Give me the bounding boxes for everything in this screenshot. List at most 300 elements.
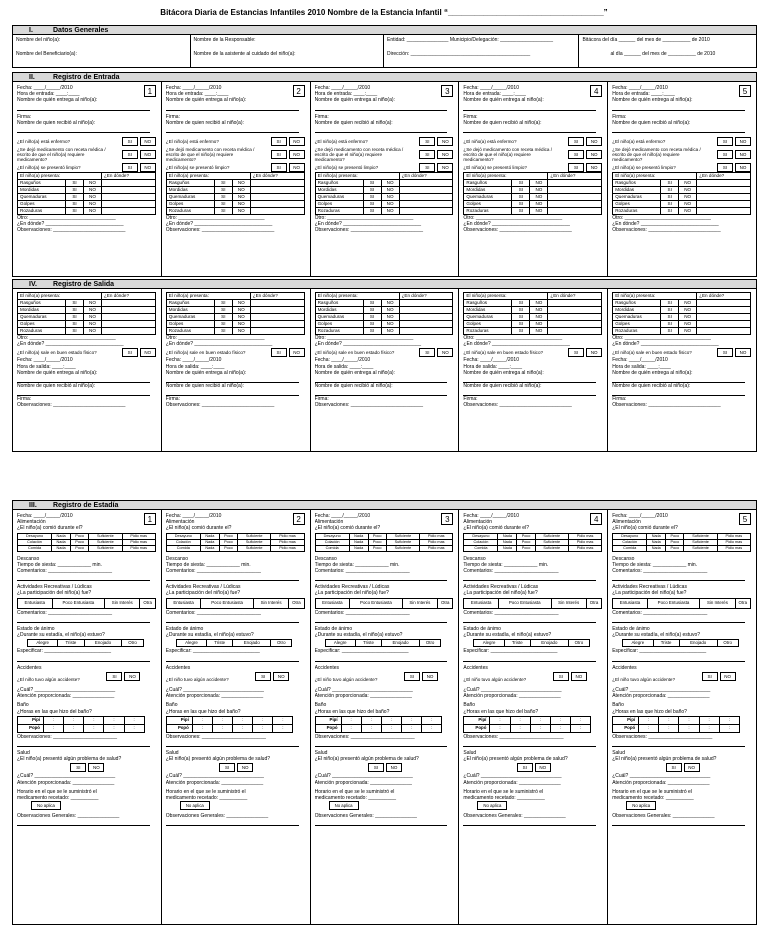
sick-question: ¿El niño(a) está enfermo? SI NO	[17, 137, 156, 146]
mood-options: Alegre Triste Enojado Otro	[473, 639, 590, 647]
general-observations-input[interactable]	[612, 819, 745, 826]
general-observations-input[interactable]	[315, 819, 448, 826]
yes-checkbox[interactable]: SI	[271, 348, 287, 357]
no-checkbox[interactable]: NO	[289, 137, 305, 146]
yes-checkbox[interactable]: SI	[271, 137, 287, 146]
not-applicable-checkbox[interactable]: No aplica	[477, 801, 507, 810]
yes-checkbox[interactable]: SI	[70, 763, 86, 772]
exit-date-field[interactable]: Fecha: ____/_____/2010	[165, 357, 222, 364]
presents-row: Golpes SI NO	[613, 201, 751, 208]
no-checkbox[interactable]: NO	[422, 672, 438, 681]
observations-field[interactable]: Observaciones: __________________________	[17, 402, 126, 409]
observations-field[interactable]: Observaciones: __________________________	[612, 227, 721, 234]
delivered-by-input[interactable]	[612, 104, 745, 111]
other-field[interactable]: Otro: _______________________________	[17, 215, 116, 222]
mood-question: ¿Durante su estadía, el niño(a) estuvo?	[165, 632, 254, 639]
yes-checkbox[interactable]: SI	[122, 348, 138, 357]
accident-question: ¿El niño tuvo algún accidente? SI NO	[463, 672, 602, 687]
exit-card	[162, 289, 311, 452]
general-observations-field[interactable]: Observaciones Generales: _______________	[612, 813, 715, 820]
attention-field[interactable]: Atención proporcionada: _______________	[463, 693, 561, 700]
other-field[interactable]: Otro: _______________________________	[314, 335, 414, 341]
bathroom-label: Baño	[314, 702, 327, 709]
exit-time-field[interactable]: Hora de salida: ____:____	[165, 363, 225, 370]
yes-checkbox[interactable]: SI	[717, 348, 733, 357]
comments-input[interactable]	[17, 574, 150, 581]
yes-checkbox[interactable]: SI	[419, 163, 435, 172]
delivered-by-label: Nombre de quién entrega al niño(a):	[165, 369, 247, 376]
comments-field[interactable]: Comentarios: _______________________	[314, 568, 410, 575]
received-by-input[interactable]	[463, 389, 596, 396]
no-checkbox[interactable]: NO	[735, 137, 751, 146]
exit-time-field[interactable]: Hora de salida: ____:____	[612, 363, 671, 370]
accident-question: ¿El niño tuvo algún accidente? SI NO	[612, 672, 751, 687]
where-field[interactable]: ¿En dónde? ____________________________	[612, 341, 719, 348]
observations-field[interactable]: Observaciones: __________________________	[463, 402, 572, 409]
yes-checkbox[interactable]: SI	[271, 150, 287, 159]
observations-input[interactable]	[17, 740, 150, 747]
yes-checkbox[interactable]: SI	[255, 672, 271, 681]
no-checkbox[interactable]: NO	[720, 672, 736, 681]
general-data-section	[12, 25, 757, 68]
comments-input[interactable]	[315, 616, 448, 623]
received-by-input[interactable]	[612, 126, 745, 133]
presents-row: Golpes SI NO	[166, 321, 304, 328]
no-checkbox[interactable]: NO	[586, 163, 602, 172]
observations-field[interactable]: Observaciones: _______________________	[314, 733, 415, 740]
no-checkbox[interactable]: NO	[586, 150, 602, 159]
health-question: ¿El niño(a) presentó algún problema de salud?	[17, 756, 122, 763]
yes-checkbox[interactable]: SI	[568, 150, 584, 159]
attention-field[interactable]: Atención proporcionada: _______________	[165, 693, 264, 700]
no-checkbox[interactable]: NO	[289, 150, 305, 159]
other-field[interactable]: Otro: _______________________________	[612, 215, 711, 222]
delivered-by-input[interactable]	[166, 104, 299, 111]
entry-date-field[interactable]: Fecha: ____/_____/2010	[612, 85, 668, 91]
yes-checkbox[interactable]: SI	[702, 672, 718, 681]
no-checkbox[interactable]: NO	[735, 348, 751, 357]
which-field[interactable]: ¿Cuál? _____________________________	[612, 687, 711, 694]
where-field[interactable]: ¿En dónde? ____________________________	[165, 341, 273, 348]
clean-question: ¿El niño(a) se presentó limpio? SI NO	[463, 163, 602, 172]
log-start-date-field[interactable]: Bitácora del día ______ del mes de __________ de 2010	[582, 37, 710, 43]
yes-checkbox[interactable]: SI	[404, 672, 420, 681]
comments-input[interactable]	[315, 574, 448, 581]
medication-time-field[interactable]: Horario en el que se le suministró el medicamento recetado: __________	[165, 788, 248, 802]
stay-date-field[interactable]: Fecha: ____/_____/2010	[612, 513, 668, 519]
activities-label: Actividades Recreativas / Lúdicas	[165, 584, 241, 591]
observations-input[interactable]	[612, 740, 745, 747]
general-observations-field[interactable]: Observaciones Generales: _______________	[463, 813, 566, 820]
nap-time-field[interactable]: Tiempo de siesta: ____________ min.	[612, 561, 698, 568]
no-checkbox[interactable]: NO	[586, 348, 602, 357]
no-checkbox[interactable]: NO	[273, 672, 289, 681]
not-applicable-checkbox[interactable]: No aplica	[31, 801, 61, 810]
yes-checkbox[interactable]: SI	[717, 150, 733, 159]
presents-row: Rasguños SI NO	[315, 180, 453, 187]
document-title: Bitácora Diaria de Estancias Infantiles 2010 Nombre de la Estancia Infantil “___________________________________”	[160, 8, 608, 17]
rest-label: Descanso	[165, 555, 189, 562]
comments-input[interactable]	[612, 574, 745, 581]
no-checkbox[interactable]: NO	[289, 163, 305, 172]
received-by-input[interactable]	[166, 389, 299, 396]
presents-row: Rozaduras SI NO	[166, 328, 304, 335]
attention-field[interactable]: Atención proporcionada: _______________	[314, 693, 412, 700]
attention-field[interactable]: Atención proporcionada: _______________	[463, 779, 561, 786]
signature-label: Firma:	[17, 113, 32, 120]
comments-input[interactable]	[612, 616, 745, 623]
food-table: Desayuno Nada Poco Suficiente Pidio mas Colación Nada Poco Suficiente Pidio mas Comida Nada Poco Suficiente Pidio mas	[463, 533, 602, 552]
exit-date-field[interactable]: Fecha: ____/_____/2010	[314, 357, 371, 364]
received-by-input[interactable]	[463, 126, 596, 133]
yes-checkbox[interactable]: SI	[106, 672, 122, 681]
observations-input[interactable]	[315, 740, 448, 747]
delivered-by-input[interactable]	[315, 376, 448, 383]
signature-field[interactable]: Firma:	[17, 396, 32, 403]
delivered-by-input[interactable]	[166, 376, 299, 383]
participation-question: ¿La participación del niño(a) fue?	[165, 590, 241, 597]
entry-time-field[interactable]: Hora de entrada: ____:____	[463, 91, 526, 98]
received-by-input[interactable]	[315, 126, 448, 133]
presents-row: Mordidas SI NO	[315, 307, 453, 314]
presents-row: Quemaduras SI NO	[315, 314, 453, 321]
good-condition-question: ¿El niño(a) sale en buen estado físico? SI NO	[612, 348, 751, 357]
delivered-by-input[interactable]	[612, 376, 745, 383]
comments-input[interactable]	[166, 616, 299, 623]
specify-field[interactable]: Especificar: ________________________	[165, 648, 260, 655]
delivered-by-input[interactable]	[315, 104, 448, 111]
comments-field[interactable]: Comentarios: _______________________	[165, 568, 261, 575]
observations-field[interactable]: Observaciones: __________________________	[165, 227, 275, 234]
no-checkbox[interactable]: NO	[586, 137, 602, 146]
participation-question: ¿La participación del niño(a) fue?	[463, 590, 538, 597]
attention-field[interactable]: Atención proporcionada: _______________	[165, 779, 264, 786]
mood-question: ¿Durante su estadía, el niño(a) estuvo?	[463, 632, 552, 639]
card-number: 2	[293, 85, 305, 97]
other-field[interactable]: Otro: _______________________________	[463, 215, 563, 222]
delivered-by-input[interactable]	[463, 376, 596, 383]
attention-field[interactable]: Atención proporcionada: _______________	[17, 779, 115, 786]
no-checkbox[interactable]: NO	[735, 163, 751, 172]
entry-time-field[interactable]: Hora de entrada: ____:____	[17, 91, 80, 98]
yes-checkbox[interactable]: SI	[122, 137, 138, 146]
comments-field[interactable]: Comentarios: _______________________	[612, 609, 708, 616]
general-observations-input[interactable]	[17, 819, 150, 826]
exit-time-field[interactable]: Hora de salida: ____:____	[314, 363, 374, 370]
presents-row: Quemaduras SI NO	[166, 194, 304, 201]
mood-question: ¿Durante su estadía, el niño(a) estuvo?	[314, 632, 403, 639]
entity-field[interactable]: Entidad: _______________ Municipio/Delegación: ___________________	[387, 37, 553, 43]
no-checkbox[interactable]: NO	[88, 763, 104, 772]
other-field[interactable]: Otro: _______________________________	[17, 335, 116, 341]
medication-time-field[interactable]: Horario en el que se le suministró el medicamento recetado: __________	[612, 788, 694, 802]
presents-row: Rasguños SI NO	[315, 300, 453, 307]
specify-input[interactable]	[463, 655, 596, 662]
exit-card	[608, 289, 757, 452]
where-field[interactable]: ¿En dónde? ____________________________	[463, 221, 570, 228]
yes-checkbox[interactable]: SI	[122, 163, 138, 172]
where-field[interactable]: ¿En dónde? ____________________________	[314, 341, 422, 348]
other-field[interactable]: Otro: _______________________________	[165, 335, 265, 341]
yes-checkbox[interactable]: SI	[419, 348, 435, 357]
delivered-by-input[interactable]	[463, 104, 596, 111]
comments-field[interactable]: Comentarios: _______________________	[165, 609, 261, 616]
no-checkbox[interactable]: NO	[437, 150, 453, 159]
yes-checkbox[interactable]: SI	[419, 150, 435, 159]
yes-checkbox[interactable]: SI	[666, 763, 682, 772]
presents-label: El niño(a) presenta:	[18, 293, 102, 300]
attention-field[interactable]: Atención proporcionada: _______________	[612, 693, 710, 700]
presents-table	[315, 292, 454, 335]
presents-table	[166, 292, 305, 335]
address-field[interactable]: Dirección: ___________________________________________	[387, 51, 531, 57]
no-checkbox[interactable]: NO	[140, 137, 156, 146]
observations-input[interactable]	[166, 740, 299, 747]
attention-field[interactable]: Atención proporcionada: _______________	[314, 779, 412, 786]
no-checkbox[interactable]: NO	[386, 763, 402, 772]
comments-input[interactable]	[17, 616, 150, 623]
yes-checkbox[interactable]: SI	[419, 137, 435, 146]
log-end-date-field[interactable]: al día ______ del mes de __________ de 2010	[610, 51, 716, 57]
general-observations-input[interactable]	[166, 819, 299, 826]
exit-date-field[interactable]: Fecha: ____/_____/2010	[612, 357, 668, 364]
entry-date-field[interactable]: Fecha: ____/_____/2010	[314, 85, 371, 91]
attention-field[interactable]: Atención proporcionada: _______________	[17, 693, 115, 700]
assistant-name-field[interactable]: Nombre de la asistente al cuidado del niño(a):	[193, 51, 296, 57]
which-field[interactable]: ¿Cuál? _____________________________	[165, 773, 264, 780]
nap-time-field[interactable]: Tiempo de siesta: ____________ min.	[463, 561, 549, 568]
specify-input[interactable]	[612, 655, 745, 662]
entry-time-field[interactable]: Hora de entrada: ____:____	[612, 91, 675, 98]
no-checkbox[interactable]: NO	[735, 150, 751, 159]
card-number: 2	[293, 513, 305, 525]
which-field[interactable]: ¿Cuál? _____________________________	[463, 687, 562, 694]
specify-input[interactable]	[17, 655, 150, 662]
presents-row: Quemaduras SI NO	[18, 194, 156, 201]
received-by-label: Nombre de quien recibió al niño(a):	[463, 119, 542, 126]
observations-field[interactable]: Observaciones: __________________________	[314, 227, 424, 234]
specify-field[interactable]: Especificar: ________________________	[612, 648, 707, 655]
which-field[interactable]: ¿Cuál? _____________________________	[165, 687, 264, 694]
observations-field[interactable]: Observaciones: __________________________	[165, 402, 275, 409]
no-checkbox[interactable]: NO	[437, 137, 453, 146]
yes-checkbox[interactable]: SI	[368, 763, 384, 772]
exit-date-field[interactable]: Fecha: ____/_____/2010	[463, 357, 519, 364]
not-applicable-checkbox[interactable]: No aplica	[626, 801, 656, 810]
comments-field[interactable]: Comentarios: _______________________	[17, 609, 113, 616]
stay-date-field[interactable]: Fecha: ____/_____/2010	[165, 513, 222, 519]
specify-field[interactable]: Especificar: ________________________	[17, 648, 111, 655]
presents-row: Rasguños SI NO	[613, 180, 751, 187]
participation-question: ¿La participación del niño(a) fue?	[612, 590, 687, 597]
nap-time-field[interactable]: Tiempo de siesta: ____________ min.	[314, 561, 400, 568]
delivered-by-input[interactable]	[17, 104, 150, 111]
mood-options: Alegre Triste Enojado Otro	[27, 639, 144, 647]
which-field[interactable]: ¿Cuál? _____________________________	[612, 773, 711, 780]
comments-field[interactable]: Comentarios: _______________________	[17, 568, 113, 575]
entry-date-field[interactable]: Fecha: ____/_____/2010	[463, 85, 519, 91]
comments-field[interactable]: Comentarios: _______________________	[612, 568, 708, 575]
entry-date-field[interactable]: Fecha: ____/_____/2010	[17, 85, 73, 91]
received-by-input[interactable]	[17, 389, 150, 396]
where-field[interactable]: ¿En dónde? ____________________________	[17, 341, 124, 348]
signature-field[interactable]: Firma:	[463, 396, 478, 403]
beneficiary-name-field[interactable]: Nombre del Beneficiario(a):	[16, 51, 77, 57]
no-checkbox[interactable]: NO	[535, 763, 551, 772]
mood-label: Estado de ánimo	[17, 625, 55, 632]
observations-field[interactable]: Observaciones: _______________________	[17, 733, 118, 740]
no-checkbox[interactable]: NO	[437, 348, 453, 357]
medication-time-field[interactable]: Horario en el que se le suministró el medicamento recetado: __________	[17, 788, 99, 802]
health-question: ¿El niño(a) presentó algún problema de salud?	[165, 756, 271, 763]
where-field[interactable]: ¿En dónde? ____________________________	[463, 341, 570, 348]
comments-input[interactable]	[463, 616, 596, 623]
specify-input[interactable]	[166, 655, 299, 662]
stay-section	[12, 500, 757, 925]
not-applicable-checkbox[interactable]: No aplica	[180, 801, 210, 810]
exit-date-field[interactable]: Fecha: ____/_____/2010	[17, 357, 73, 364]
which-field[interactable]: ¿Cuál? _____________________________	[314, 773, 413, 780]
where-field[interactable]: ¿En dónde? ____________________________	[165, 221, 273, 228]
child-name-field[interactable]: Nombre del niño(a):	[16, 37, 61, 43]
observations-field[interactable]: Observaciones: __________________________	[314, 402, 424, 409]
nap-time-field[interactable]: Tiempo de siesta: ____________ min.	[165, 561, 251, 568]
where-field[interactable]: ¿En dónde? ____________________________	[314, 221, 422, 228]
no-checkbox[interactable]: NO	[140, 163, 156, 172]
exit-time-field[interactable]: Hora de salida: ____:____	[17, 363, 76, 370]
yes-checkbox[interactable]: SI	[568, 137, 584, 146]
no-checkbox[interactable]: NO	[571, 672, 587, 681]
yes-checkbox[interactable]: SI	[568, 348, 584, 357]
specify-input[interactable]	[315, 655, 448, 662]
presents-table	[17, 172, 156, 215]
no-checkbox[interactable]: NO	[140, 150, 156, 159]
which-field[interactable]: ¿Cuál? _____________________________	[314, 687, 413, 694]
received-by-input[interactable]	[612, 389, 745, 396]
yes-checkbox[interactable]: SI	[271, 163, 287, 172]
which-field[interactable]: ¿Cuál? _____________________________	[17, 687, 116, 694]
presents-table	[612, 292, 751, 335]
where-field[interactable]: ¿En dónde? ____________________________	[612, 221, 719, 228]
general-observations-field[interactable]: Observaciones Generales: _______________	[165, 813, 269, 820]
observations-input[interactable]	[463, 740, 596, 747]
comments-input[interactable]	[463, 574, 596, 581]
yes-checkbox[interactable]: SI	[717, 163, 733, 172]
other-field[interactable]: Otro: _______________________________	[612, 335, 711, 341]
other-field[interactable]: Otro: _______________________________	[165, 215, 265, 222]
signature-field[interactable]: Firma:	[165, 396, 180, 403]
medication-time-field[interactable]: Horario en el que se le suministró el medicamento recetado: __________	[463, 788, 545, 802]
food-label: Alimentación	[612, 519, 641, 526]
comments-input[interactable]	[166, 574, 299, 581]
comments-field[interactable]: Comentarios: _______________________	[314, 609, 410, 616]
signature-label: Firma:	[314, 113, 329, 120]
food-table: Desayuno Nada Poco Suficiente Pidio mas Colación Nada Poco Suficiente Pidio mas Comida Nada Poco Suficiente Pidio mas	[166, 533, 305, 552]
entry-card	[459, 82, 608, 277]
observations-field[interactable]: Observaciones: _______________________	[612, 733, 713, 740]
accidents-label: Accidentes	[17, 664, 42, 671]
bathroom-question: ¿Horas en las que hizo del baño?	[165, 708, 241, 715]
yes-checkbox[interactable]: SI	[517, 763, 533, 772]
general-observations-input[interactable]	[463, 819, 596, 826]
signature-field[interactable]: Firma:	[612, 396, 627, 403]
mood-options: Alegre Triste Enojado Otro	[176, 639, 293, 647]
rest-label: Descanso	[17, 555, 40, 562]
observations-field[interactable]: Observaciones: _______________________	[463, 733, 564, 740]
entry-time-field[interactable]: Hora de entrada: ____:____	[165, 91, 229, 98]
received-by-label: Nombre de quien recibió al niño(a):	[612, 119, 691, 126]
presents-label: El niño(a) presenta:	[315, 173, 399, 180]
other-field[interactable]: Otro: _______________________________	[314, 215, 414, 222]
received-by-input[interactable]	[166, 126, 299, 133]
comments-field[interactable]: Comentarios: _______________________	[463, 609, 559, 616]
food-label: Alimentación	[314, 519, 344, 526]
comments-field[interactable]: Comentarios: _______________________	[463, 568, 559, 575]
bathroom-question: ¿Horas en las que hizo del baño?	[17, 708, 92, 715]
delivered-by-input[interactable]	[17, 376, 150, 383]
no-checkbox[interactable]: NO	[684, 763, 700, 772]
stay-card	[459, 510, 608, 925]
observations-field[interactable]: Observaciones: __________________________	[463, 227, 572, 234]
observations-field[interactable]: Observaciones: __________________________	[17, 227, 126, 234]
which-field[interactable]: ¿Cuál? _____________________________	[463, 773, 562, 780]
yes-checkbox[interactable]: SI	[219, 763, 235, 772]
where-label: ¿En dónde?	[697, 173, 751, 180]
specify-field[interactable]: Especificar: ________________________	[314, 648, 409, 655]
exit-time-field[interactable]: Hora de salida: ____:____	[463, 363, 523, 370]
medication-question: ¿Se dejó medicamento con receta médica / escrito de que el niño(a) requiere medicamento? SI NO	[612, 147, 751, 162]
which-field[interactable]: ¿Cuál? _____________________________	[17, 773, 116, 780]
received-by-label: Nombre de quien recibió al niño(a):	[314, 119, 393, 126]
no-checkbox[interactable]: NO	[237, 763, 253, 772]
no-checkbox[interactable]: NO	[437, 163, 453, 172]
signature-field[interactable]: Firma:	[314, 396, 329, 403]
not-applicable-checkbox[interactable]: No aplica	[329, 801, 359, 810]
mood-label: Estado de ánimo	[463, 625, 501, 632]
presents-row: Golpes SI NO	[18, 201, 156, 208]
received-by-input[interactable]	[17, 126, 150, 133]
stay-date-field[interactable]: Fecha: ____/_____/2010	[17, 513, 73, 519]
yes-checkbox[interactable]: SI	[122, 150, 138, 159]
other-field[interactable]: Otro: _______________________________	[463, 335, 563, 341]
medication-time-field[interactable]: Horario en el que se le suministró el medicamento recetado: __________	[314, 788, 397, 802]
yes-checkbox[interactable]: SI	[717, 137, 733, 146]
nap-time-field[interactable]: Tiempo de siesta: ____________ min.	[17, 561, 102, 568]
ate-question: ¿El niño(a) comió durante el?	[165, 525, 232, 532]
specify-field[interactable]: Especificar: ________________________	[463, 648, 558, 655]
yes-checkbox[interactable]: SI	[568, 163, 584, 172]
entry-date-field[interactable]: Fecha: ____/_____/2010	[165, 85, 222, 91]
stay-date-field[interactable]: Fecha: ____/_____/2010	[314, 513, 371, 519]
bathroom-label: Baño	[17, 702, 29, 709]
observations-field[interactable]: Observaciones: _______________________	[165, 733, 266, 740]
no-checkbox[interactable]: NO	[124, 672, 140, 681]
presents-row: Mordidas SI NO	[166, 307, 304, 314]
no-checkbox[interactable]: NO	[140, 348, 156, 357]
where-field[interactable]: ¿En dónde? ____________________________	[17, 221, 124, 228]
stay-date-field[interactable]: Fecha: ____/_____/2010	[463, 513, 519, 519]
no-checkbox[interactable]: NO	[289, 348, 305, 357]
received-by-input[interactable]	[315, 389, 448, 396]
general-observations-field[interactable]: Observaciones Generales: _______________	[17, 813, 120, 820]
sick-question: ¿El niño(a) está enfermo? SI NO	[612, 137, 751, 146]
attention-field[interactable]: Atención proporcionada: _______________	[612, 779, 710, 786]
yes-checkbox[interactable]: SI	[553, 672, 569, 681]
observations-field[interactable]: Observaciones: __________________________	[612, 402, 721, 409]
responsible-name-field[interactable]: Nombre de la Responsable:	[193, 37, 256, 43]
entry-time-field[interactable]: Hora de entrada: ____:____	[314, 91, 378, 98]
general-observations-field[interactable]: Observaciones Generales: _______________	[314, 813, 417, 820]
